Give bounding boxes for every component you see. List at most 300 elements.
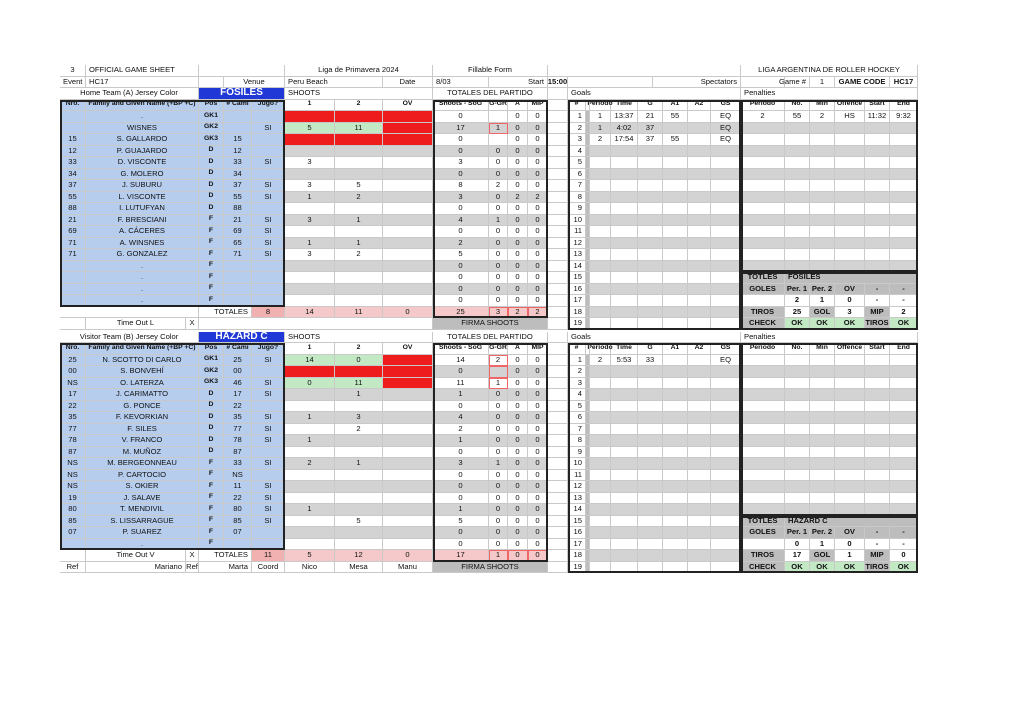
- visitor-player-cami[interactable]: 46: [224, 378, 252, 390]
- home-player-nro[interactable]: 15: [60, 134, 86, 146]
- home-goal-gs[interactable]: [711, 307, 741, 319]
- home-player-pos[interactable]: F: [199, 249, 224, 261]
- home-player-nro[interactable]: 37: [60, 180, 86, 192]
- home-goal-g[interactable]: [638, 203, 663, 215]
- home-goal-g[interactable]: [638, 180, 663, 192]
- home-player-shots-ov[interactable]: [383, 272, 433, 284]
- home-penalty-no[interactable]: [785, 157, 810, 169]
- home-goal-periodo[interactable]: [590, 203, 611, 215]
- visitor-goal-gs[interactable]: [711, 470, 741, 482]
- home-goal-a2[interactable]: [688, 134, 711, 146]
- visitor-player-nro[interactable]: 78: [60, 435, 86, 447]
- home-player-nro[interactable]: 55: [60, 192, 86, 204]
- home-goal-a2[interactable]: [688, 215, 711, 227]
- home-goal-g[interactable]: [638, 272, 663, 284]
- home-penalty-off[interactable]: [835, 134, 865, 146]
- home-goal-g[interactable]: [638, 226, 663, 238]
- home-player-shots-ov[interactable]: [383, 215, 433, 227]
- visitor-player-shots-p1[interactable]: 1: [285, 412, 335, 424]
- start-value[interactable]: 15:00: [548, 77, 568, 89]
- home-goal-a1[interactable]: [663, 123, 688, 135]
- home-player-cami[interactable]: 65: [224, 238, 252, 250]
- visitor-goal-a1[interactable]: [663, 401, 688, 413]
- home-penalty-start[interactable]: [865, 226, 890, 238]
- visitor-player-name[interactable]: V. FRANCO: [86, 435, 199, 447]
- home-player-nro[interactable]: [60, 261, 86, 273]
- visitor-goal-g[interactable]: [638, 504, 663, 516]
- home-penalty-end[interactable]: [890, 261, 918, 273]
- home-goal-gs[interactable]: [711, 249, 741, 261]
- visitor-goal-g[interactable]: [638, 550, 663, 562]
- home-player-shots-p1[interactable]: 5: [285, 123, 335, 135]
- home-goal-time[interactable]: [611, 215, 638, 227]
- visitor-goal-a2[interactable]: [688, 550, 711, 562]
- home-goal-a1[interactable]: [663, 261, 688, 273]
- visitor-goal-a1[interactable]: [663, 435, 688, 447]
- home-penalty-no[interactable]: [785, 134, 810, 146]
- home-penalty-off[interactable]: [835, 169, 865, 181]
- home-penalty-periodo[interactable]: [741, 203, 785, 215]
- home-penalty-periodo[interactable]: 2: [741, 111, 785, 123]
- visitor-penalty-start[interactable]: [865, 435, 890, 447]
- visitor-goal-a1[interactable]: [663, 481, 688, 493]
- home-player-name[interactable]: G. MOLERO: [86, 169, 199, 181]
- home-goal-gs[interactable]: [711, 295, 741, 307]
- home-player-cami[interactable]: 55: [224, 192, 252, 204]
- visitor-player-name[interactable]: P. CARTOCIO: [86, 470, 199, 482]
- visitor-player-shots-p2[interactable]: [335, 470, 383, 482]
- visitor-player-shots-ov[interactable]: [383, 481, 433, 493]
- visitor-player-cami[interactable]: 22: [224, 493, 252, 505]
- visitor-player-shots-p1[interactable]: [285, 401, 335, 413]
- visitor-goal-gs[interactable]: [711, 493, 741, 505]
- visitor-player-pos[interactable]: D: [199, 424, 224, 436]
- home-penalty-no[interactable]: [785, 192, 810, 204]
- visitor-player-cami[interactable]: NS: [224, 470, 252, 482]
- visitor-penalty-no[interactable]: [785, 366, 810, 378]
- visitor-goal-gs[interactable]: [711, 435, 741, 447]
- visitor-player-shots-p1[interactable]: [285, 527, 335, 539]
- visitor-penalty-min[interactable]: [810, 504, 835, 516]
- home-goal-periodo[interactable]: [590, 307, 611, 319]
- visitor-penalty-off[interactable]: [835, 504, 865, 516]
- visitor-goal-g[interactable]: [638, 401, 663, 413]
- home-player-shots-p1[interactable]: 3: [285, 180, 335, 192]
- visitor-player-shots-p2[interactable]: 1: [335, 389, 383, 401]
- visitor-player-shots-ov[interactable]: [383, 504, 433, 516]
- visitor-goal-periodo[interactable]: [590, 412, 611, 424]
- home-player-shots-p1[interactable]: [285, 295, 335, 307]
- visitor-player-jugo[interactable]: SI: [252, 493, 285, 505]
- visitor-player-shots-p1[interactable]: 2: [285, 458, 335, 470]
- visitor-penalty-start[interactable]: [865, 447, 890, 459]
- visitor-player-cami[interactable]: 87: [224, 447, 252, 459]
- home-penalty-periodo[interactable]: [741, 169, 785, 181]
- home-player-shots-p2[interactable]: [335, 134, 383, 146]
- visitor-goal-time[interactable]: [611, 504, 638, 516]
- home-player-cami[interactable]: [224, 261, 252, 273]
- visitor-penalty-off[interactable]: [835, 458, 865, 470]
- visitor-player-shots-ov[interactable]: [383, 412, 433, 424]
- visitor-goal-a1[interactable]: [663, 562, 688, 574]
- visitor-goal-time[interactable]: [611, 389, 638, 401]
- visitor-player-shots-ov[interactable]: [383, 424, 433, 436]
- home-player-shots-ov[interactable]: [383, 295, 433, 307]
- home-player-shots-p2[interactable]: 11: [335, 123, 383, 135]
- home-penalty-periodo[interactable]: [741, 123, 785, 135]
- home-goal-a2[interactable]: [688, 261, 711, 273]
- visitor-penalty-periodo[interactable]: [741, 424, 785, 436]
- home-player-pos[interactable]: D: [199, 203, 224, 215]
- visitor-team-name[interactable]: HAZARD C: [199, 332, 285, 344]
- visitor-penalty-min[interactable]: [810, 435, 835, 447]
- home-player-pos[interactable]: F: [199, 215, 224, 227]
- visitor-player-nro[interactable]: NS: [60, 470, 86, 482]
- home-penalty-start[interactable]: 11:32: [865, 111, 890, 123]
- visitor-player-cami[interactable]: 85: [224, 516, 252, 528]
- visitor-player-name[interactable]: M. MUÑOZ: [86, 447, 199, 459]
- visitor-penalty-periodo[interactable]: [741, 378, 785, 390]
- visitor-goal-g[interactable]: [638, 424, 663, 436]
- visitor-goal-a1[interactable]: [663, 355, 688, 367]
- home-player-nro[interactable]: 88: [60, 203, 86, 215]
- home-player-jugo[interactable]: SI: [252, 123, 285, 135]
- home-goal-a1[interactable]: [663, 307, 688, 319]
- visitor-goal-g[interactable]: [638, 366, 663, 378]
- home-player-shots-p2[interactable]: 2: [335, 249, 383, 261]
- visitor-goal-a2[interactable]: [688, 527, 711, 539]
- home-goal-g[interactable]: [638, 157, 663, 169]
- visitor-player-shots-ov[interactable]: [383, 435, 433, 447]
- home-player-shots-p1[interactable]: [285, 261, 335, 273]
- home-penalty-start[interactable]: [865, 238, 890, 250]
- visitor-player-cami[interactable]: 33: [224, 458, 252, 470]
- home-player-nro[interactable]: 69: [60, 226, 86, 238]
- visitor-player-shots-p1[interactable]: [285, 481, 335, 493]
- home-player-name[interactable]: .: [86, 295, 199, 307]
- home-penalty-periodo[interactable]: [741, 226, 785, 238]
- visitor-player-name[interactable]: S. OKIER: [86, 481, 199, 493]
- home-player-pos[interactable]: F: [199, 238, 224, 250]
- home-player-shots-p2[interactable]: 2: [335, 192, 383, 204]
- home-penalty-min[interactable]: [810, 123, 835, 135]
- home-player-name[interactable]: .: [86, 284, 199, 296]
- visitor-goal-g[interactable]: 33: [638, 355, 663, 367]
- home-penalty-off[interactable]: [835, 249, 865, 261]
- visitor-penalty-end[interactable]: [890, 504, 918, 516]
- home-penalty-start[interactable]: [865, 123, 890, 135]
- visitor-goal-g[interactable]: [638, 412, 663, 424]
- visitor-player-jugo[interactable]: SI: [252, 435, 285, 447]
- visitor-goal-time[interactable]: [611, 424, 638, 436]
- visitor-penalty-no[interactable]: [785, 435, 810, 447]
- visitor-player-nro[interactable]: 07: [60, 527, 86, 539]
- visitor-goal-time[interactable]: 5:53: [611, 355, 638, 367]
- home-penalty-no[interactable]: [785, 261, 810, 273]
- visitor-goal-periodo[interactable]: [590, 539, 611, 551]
- visitor-player-pos[interactable]: D: [199, 401, 224, 413]
- home-goal-periodo[interactable]: [590, 318, 611, 330]
- home-player-shots-ov[interactable]: [383, 261, 433, 273]
- visitor-goal-a1[interactable]: [663, 493, 688, 505]
- visitor-player-pos[interactable]: F: [199, 516, 224, 528]
- visitor-goal-gs[interactable]: [711, 504, 741, 516]
- visitor-player-shots-p2[interactable]: [335, 366, 383, 378]
- home-penalty-periodo[interactable]: [741, 215, 785, 227]
- home-player-jugo[interactable]: SI: [252, 249, 285, 261]
- home-firma-shoots[interactable]: FIRMA SHOOTS: [433, 318, 548, 330]
- visitor-goal-gs[interactable]: [711, 527, 741, 539]
- visitor-player-shots-p2[interactable]: 0: [335, 355, 383, 367]
- visitor-player-jugo[interactable]: SI: [252, 481, 285, 493]
- visitor-player-name[interactable]: G. PONCE: [86, 401, 199, 413]
- visitor-penalty-off[interactable]: [835, 447, 865, 459]
- home-goal-time[interactable]: 13:37: [611, 111, 638, 123]
- home-player-cami[interactable]: 37: [224, 180, 252, 192]
- home-goal-a1[interactable]: [663, 192, 688, 204]
- home-penalty-end[interactable]: [890, 123, 918, 135]
- visitor-player-pos[interactable]: F: [199, 493, 224, 505]
- home-player-nro[interactable]: [60, 272, 86, 284]
- home-goal-gs[interactable]: [711, 203, 741, 215]
- home-goal-g[interactable]: [638, 238, 663, 250]
- visitor-penalty-end[interactable]: [890, 447, 918, 459]
- home-player-name[interactable]: P. GUAJARDO: [86, 146, 199, 158]
- home-penalty-start[interactable]: [865, 146, 890, 158]
- home-penalty-end[interactable]: [890, 169, 918, 181]
- visitor-player-cami[interactable]: 77: [224, 424, 252, 436]
- home-goal-time[interactable]: [611, 238, 638, 250]
- visitor-player-cami[interactable]: 35: [224, 412, 252, 424]
- visitor-penalty-no[interactable]: [785, 401, 810, 413]
- home-goal-a2[interactable]: [688, 318, 711, 330]
- home-player-jugo[interactable]: SI: [252, 180, 285, 192]
- visitor-player-shots-ov[interactable]: [383, 539, 433, 551]
- visitor-player-name[interactable]: O. LATERZA: [86, 378, 199, 390]
- ref1-name[interactable]: Mariano: [86, 562, 186, 574]
- visitor-player-name[interactable]: T. MENDIVIL: [86, 504, 199, 516]
- visitor-goal-time[interactable]: [611, 493, 638, 505]
- visitor-goal-gs[interactable]: [711, 424, 741, 436]
- visitor-player-cami[interactable]: 07: [224, 527, 252, 539]
- home-penalty-end[interactable]: [890, 249, 918, 261]
- visitor-player-jugo[interactable]: SI: [252, 516, 285, 528]
- visitor-penalty-end[interactable]: [890, 481, 918, 493]
- visitor-player-pos[interactable]: F: [199, 539, 224, 551]
- home-player-jugo[interactable]: [252, 284, 285, 296]
- home-goal-periodo[interactable]: [590, 157, 611, 169]
- home-goal-time[interactable]: [611, 226, 638, 238]
- visitor-player-shots-p1[interactable]: [285, 516, 335, 528]
- home-player-shots-ov[interactable]: [383, 192, 433, 204]
- visitor-player-nro[interactable]: 19: [60, 493, 86, 505]
- home-player-shots-p1[interactable]: 3: [285, 157, 335, 169]
- visitor-goal-a1[interactable]: [663, 504, 688, 516]
- home-goal-periodo[interactable]: [590, 192, 611, 204]
- home-goal-time[interactable]: [611, 307, 638, 319]
- home-player-name[interactable]: .: [86, 261, 199, 273]
- visitor-player-pos[interactable]: F: [199, 458, 224, 470]
- home-goal-periodo[interactable]: 1: [590, 111, 611, 123]
- visitor-player-shots-p2[interactable]: [335, 435, 383, 447]
- home-goal-g[interactable]: 37: [638, 134, 663, 146]
- visitor-penalty-no[interactable]: [785, 378, 810, 390]
- visitor-player-cami[interactable]: 11: [224, 481, 252, 493]
- visitor-player-pos[interactable]: F: [199, 527, 224, 539]
- home-player-shots-p1[interactable]: [285, 169, 335, 181]
- visitor-player-jugo[interactable]: [252, 470, 285, 482]
- visitor-penalty-no[interactable]: [785, 458, 810, 470]
- visitor-penalty-start[interactable]: [865, 458, 890, 470]
- home-goal-gs[interactable]: [711, 146, 741, 158]
- visitor-penalty-no[interactable]: [785, 412, 810, 424]
- home-player-shots-p2[interactable]: [335, 272, 383, 284]
- visitor-goal-a1[interactable]: [663, 470, 688, 482]
- home-goal-a1[interactable]: [663, 215, 688, 227]
- home-goal-periodo[interactable]: [590, 284, 611, 296]
- visitor-penalty-min[interactable]: [810, 412, 835, 424]
- visitor-goal-periodo[interactable]: [590, 447, 611, 459]
- visitor-player-nro[interactable]: NS: [60, 481, 86, 493]
- home-player-nro[interactable]: 33: [60, 157, 86, 169]
- home-goal-gs[interactable]: EQ: [711, 111, 741, 123]
- home-player-shots-p2[interactable]: [335, 157, 383, 169]
- visitor-player-name[interactable]: J. CARIMATTO: [86, 389, 199, 401]
- visitor-goal-a2[interactable]: [688, 458, 711, 470]
- home-player-shots-p2[interactable]: [335, 203, 383, 215]
- visitor-player-nro[interactable]: NS: [60, 378, 86, 390]
- home-player-pos[interactable]: F: [199, 272, 224, 284]
- home-goal-a2[interactable]: [688, 284, 711, 296]
- home-timeout-mark[interactable]: X: [186, 318, 199, 330]
- home-goal-periodo[interactable]: [590, 249, 611, 261]
- visitor-player-name[interactable]: P. SUAREZ: [86, 527, 199, 539]
- home-penalty-min[interactable]: [810, 146, 835, 158]
- visitor-goal-periodo[interactable]: [590, 424, 611, 436]
- home-goal-time[interactable]: [611, 192, 638, 204]
- home-goal-gs[interactable]: EQ: [711, 134, 741, 146]
- visitor-player-shots-p2[interactable]: [335, 447, 383, 459]
- home-player-pos[interactable]: GK3: [199, 134, 224, 146]
- visitor-player-shots-ov[interactable]: [383, 527, 433, 539]
- home-penalty-min[interactable]: [810, 261, 835, 273]
- visitor-penalty-off[interactable]: [835, 412, 865, 424]
- visitor-goal-gs[interactable]: EQ: [711, 355, 741, 367]
- visitor-penalty-end[interactable]: [890, 424, 918, 436]
- home-penalty-off[interactable]: [835, 215, 865, 227]
- visitor-penalty-periodo[interactable]: [741, 401, 785, 413]
- home-player-shots-p1[interactable]: 1: [285, 238, 335, 250]
- visitor-goal-periodo[interactable]: [590, 527, 611, 539]
- home-penalty-off[interactable]: [835, 192, 865, 204]
- visitor-goal-gs[interactable]: [711, 412, 741, 424]
- home-goal-gs[interactable]: [711, 238, 741, 250]
- visitor-goal-a1[interactable]: [663, 412, 688, 424]
- visitor-goal-gs[interactable]: [711, 389, 741, 401]
- venue-value[interactable]: Peru Beach: [285, 77, 383, 89]
- home-goal-g[interactable]: [638, 215, 663, 227]
- home-player-jugo[interactable]: SI: [252, 215, 285, 227]
- home-player-shots-p2[interactable]: [335, 146, 383, 158]
- visitor-player-name[interactable]: M. BERGEONNEAU: [86, 458, 199, 470]
- visitor-player-name[interactable]: S. LISSARRAGUE: [86, 516, 199, 528]
- home-player-jugo[interactable]: [252, 203, 285, 215]
- home-penalty-no[interactable]: [785, 203, 810, 215]
- home-goal-periodo[interactable]: [590, 272, 611, 284]
- visitor-goal-a1[interactable]: [663, 458, 688, 470]
- visitor-goal-time[interactable]: [611, 550, 638, 562]
- home-penalty-end[interactable]: [890, 238, 918, 250]
- visitor-goal-a1[interactable]: [663, 550, 688, 562]
- home-penalty-off[interactable]: [835, 203, 865, 215]
- visitor-player-shots-p1[interactable]: [285, 447, 335, 459]
- visitor-player-pos[interactable]: GK3: [199, 378, 224, 390]
- home-player-shots-p1[interactable]: [285, 111, 335, 123]
- home-penalty-off[interactable]: [835, 238, 865, 250]
- home-player-nro[interactable]: [60, 284, 86, 296]
- visitor-goal-periodo[interactable]: [590, 366, 611, 378]
- visitor-penalty-no[interactable]: [785, 504, 810, 516]
- visitor-penalty-off[interactable]: [835, 355, 865, 367]
- visitor-player-name[interactable]: F. SILES: [86, 424, 199, 436]
- home-penalty-start[interactable]: [865, 215, 890, 227]
- visitor-goal-a2[interactable]: [688, 378, 711, 390]
- home-goal-a2[interactable]: [688, 272, 711, 284]
- home-penalty-periodo[interactable]: [741, 146, 785, 158]
- home-player-name[interactable]: G. GONZALEZ: [86, 249, 199, 261]
- home-penalty-periodo[interactable]: [741, 238, 785, 250]
- home-goal-periodo[interactable]: [590, 261, 611, 273]
- visitor-penalty-start[interactable]: [865, 493, 890, 505]
- visitor-goal-time[interactable]: [611, 527, 638, 539]
- visitor-penalty-periodo[interactable]: [741, 447, 785, 459]
- visitor-goal-a2[interactable]: [688, 504, 711, 516]
- visitor-penalty-min[interactable]: [810, 470, 835, 482]
- home-player-jugo[interactable]: [252, 146, 285, 158]
- home-player-cami[interactable]: 88: [224, 203, 252, 215]
- home-penalty-start[interactable]: [865, 134, 890, 146]
- home-player-cami[interactable]: 12: [224, 146, 252, 158]
- home-player-pos[interactable]: F: [199, 284, 224, 296]
- visitor-player-jugo[interactable]: SI: [252, 355, 285, 367]
- home-goal-gs[interactable]: [711, 169, 741, 181]
- home-goal-time[interactable]: [611, 180, 638, 192]
- visitor-penalty-start[interactable]: [865, 378, 890, 390]
- home-penalty-start[interactable]: [865, 203, 890, 215]
- official-mesa[interactable]: Mesa: [335, 562, 383, 574]
- home-goal-a1[interactable]: [663, 226, 688, 238]
- home-goal-g[interactable]: [638, 307, 663, 319]
- visitor-penalty-min[interactable]: [810, 481, 835, 493]
- visitor-penalty-start[interactable]: [865, 401, 890, 413]
- home-goal-gs[interactable]: [711, 318, 741, 330]
- home-goal-periodo[interactable]: [590, 215, 611, 227]
- visitor-player-cami[interactable]: 00: [224, 366, 252, 378]
- visitor-player-pos[interactable]: D: [199, 435, 224, 447]
- visitor-penalty-min[interactable]: [810, 378, 835, 390]
- visitor-penalty-start[interactable]: [865, 412, 890, 424]
- home-goal-gs[interactable]: EQ: [711, 123, 741, 135]
- visitor-player-shots-p2[interactable]: [335, 504, 383, 516]
- visitor-goal-gs[interactable]: [711, 539, 741, 551]
- visitor-penalty-no[interactable]: [785, 447, 810, 459]
- visitor-player-shots-ov[interactable]: [383, 493, 433, 505]
- home-goal-gs[interactable]: [711, 226, 741, 238]
- home-player-jugo[interactable]: SI: [252, 238, 285, 250]
- visitor-player-shots-p2[interactable]: [335, 401, 383, 413]
- visitor-goal-time[interactable]: [611, 458, 638, 470]
- home-player-cami[interactable]: [224, 284, 252, 296]
